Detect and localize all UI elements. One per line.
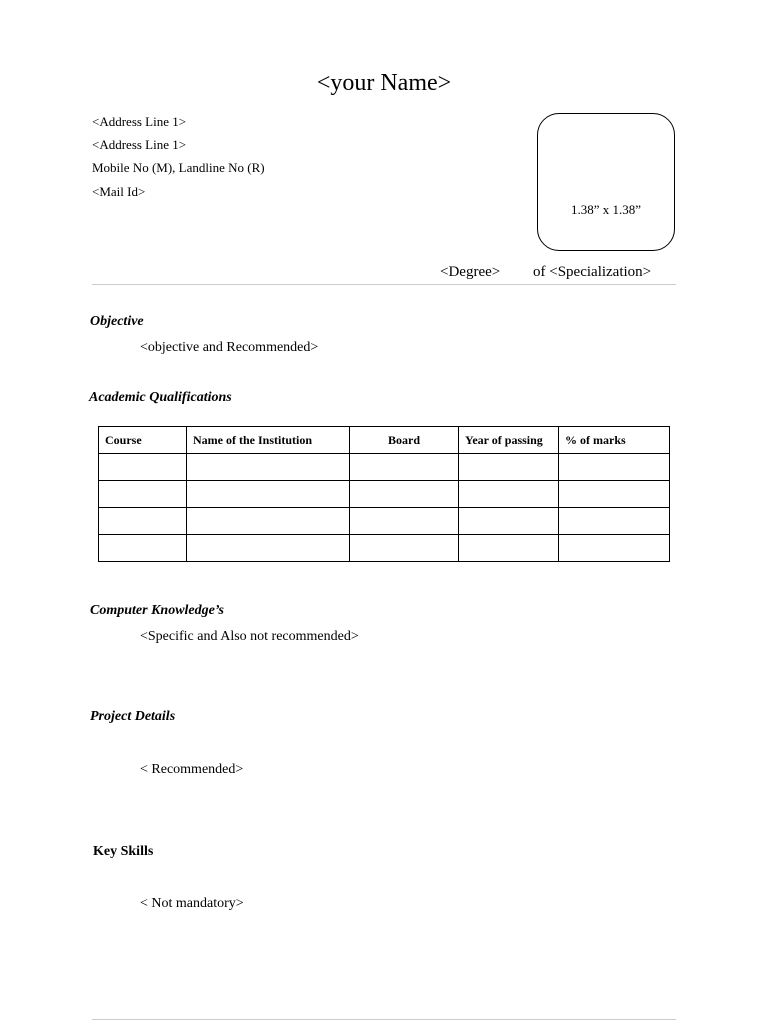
table-cell[interactable]	[459, 481, 559, 508]
degree-label: <Degree>	[440, 264, 501, 280]
footer-divider	[92, 1019, 676, 1020]
resume-name: <your Name>	[316, 70, 452, 96]
project-heading: Project Details	[90, 709, 176, 724]
address-line-2: <Address Line 1>	[92, 137, 187, 152]
table-cell[interactable]	[459, 454, 559, 481]
objective-heading: Objective	[90, 314, 144, 329]
table-cell[interactable]	[559, 508, 670, 535]
col-board: Board	[350, 427, 459, 454]
mail-line: <Mail Id>	[92, 184, 146, 199]
col-institution: Name of the Institution	[187, 427, 350, 454]
table-row	[99, 508, 670, 535]
table-cell[interactable]	[350, 535, 459, 562]
table-cell[interactable]	[99, 508, 187, 535]
col-course: Course	[99, 427, 187, 454]
table-row	[99, 481, 670, 508]
table-cell[interactable]	[99, 481, 187, 508]
computer-heading: Computer Knowledge’s	[90, 603, 224, 618]
table-cell[interactable]	[187, 481, 350, 508]
skills-text: < Not mandatory>	[140, 896, 244, 911]
table-cell[interactable]	[459, 508, 559, 535]
academic-heading: Academic Qualifications	[89, 390, 232, 405]
table-cell[interactable]	[187, 454, 350, 481]
address-line-1: <Address Line 1>	[92, 114, 187, 129]
academic-table	[98, 426, 670, 562]
table-cell[interactable]	[350, 508, 459, 535]
col-year: Year of passing	[459, 427, 559, 454]
table-cell[interactable]	[99, 535, 187, 562]
table-cell[interactable]	[187, 535, 350, 562]
photo-size-label: 1.38” x 1.38”	[570, 202, 642, 217]
project-text: < Recommended>	[140, 762, 244, 777]
specialization-label: of <Specialization>	[533, 264, 652, 280]
phone-line: Mobile No (M), Landline No (R)	[92, 160, 265, 175]
table-cell[interactable]	[559, 481, 670, 508]
table-cell[interactable]	[559, 454, 670, 481]
header-divider	[92, 284, 676, 285]
computer-text: <Specific and Also not recommended>	[140, 629, 359, 644]
table-cell[interactable]	[459, 535, 559, 562]
col-marks: % of marks	[559, 427, 670, 454]
table-cell[interactable]	[350, 481, 459, 508]
table-row	[99, 454, 670, 481]
photo-placeholder	[537, 113, 675, 251]
objective-text: <objective and Recommended>	[140, 340, 319, 355]
skills-heading: Key Skills	[93, 844, 154, 859]
table-row	[99, 535, 670, 562]
table-cell[interactable]	[187, 508, 350, 535]
table-cell[interactable]	[350, 454, 459, 481]
table-cell[interactable]	[559, 535, 670, 562]
table-cell[interactable]	[99, 454, 187, 481]
table-header-row	[99, 427, 670, 454]
